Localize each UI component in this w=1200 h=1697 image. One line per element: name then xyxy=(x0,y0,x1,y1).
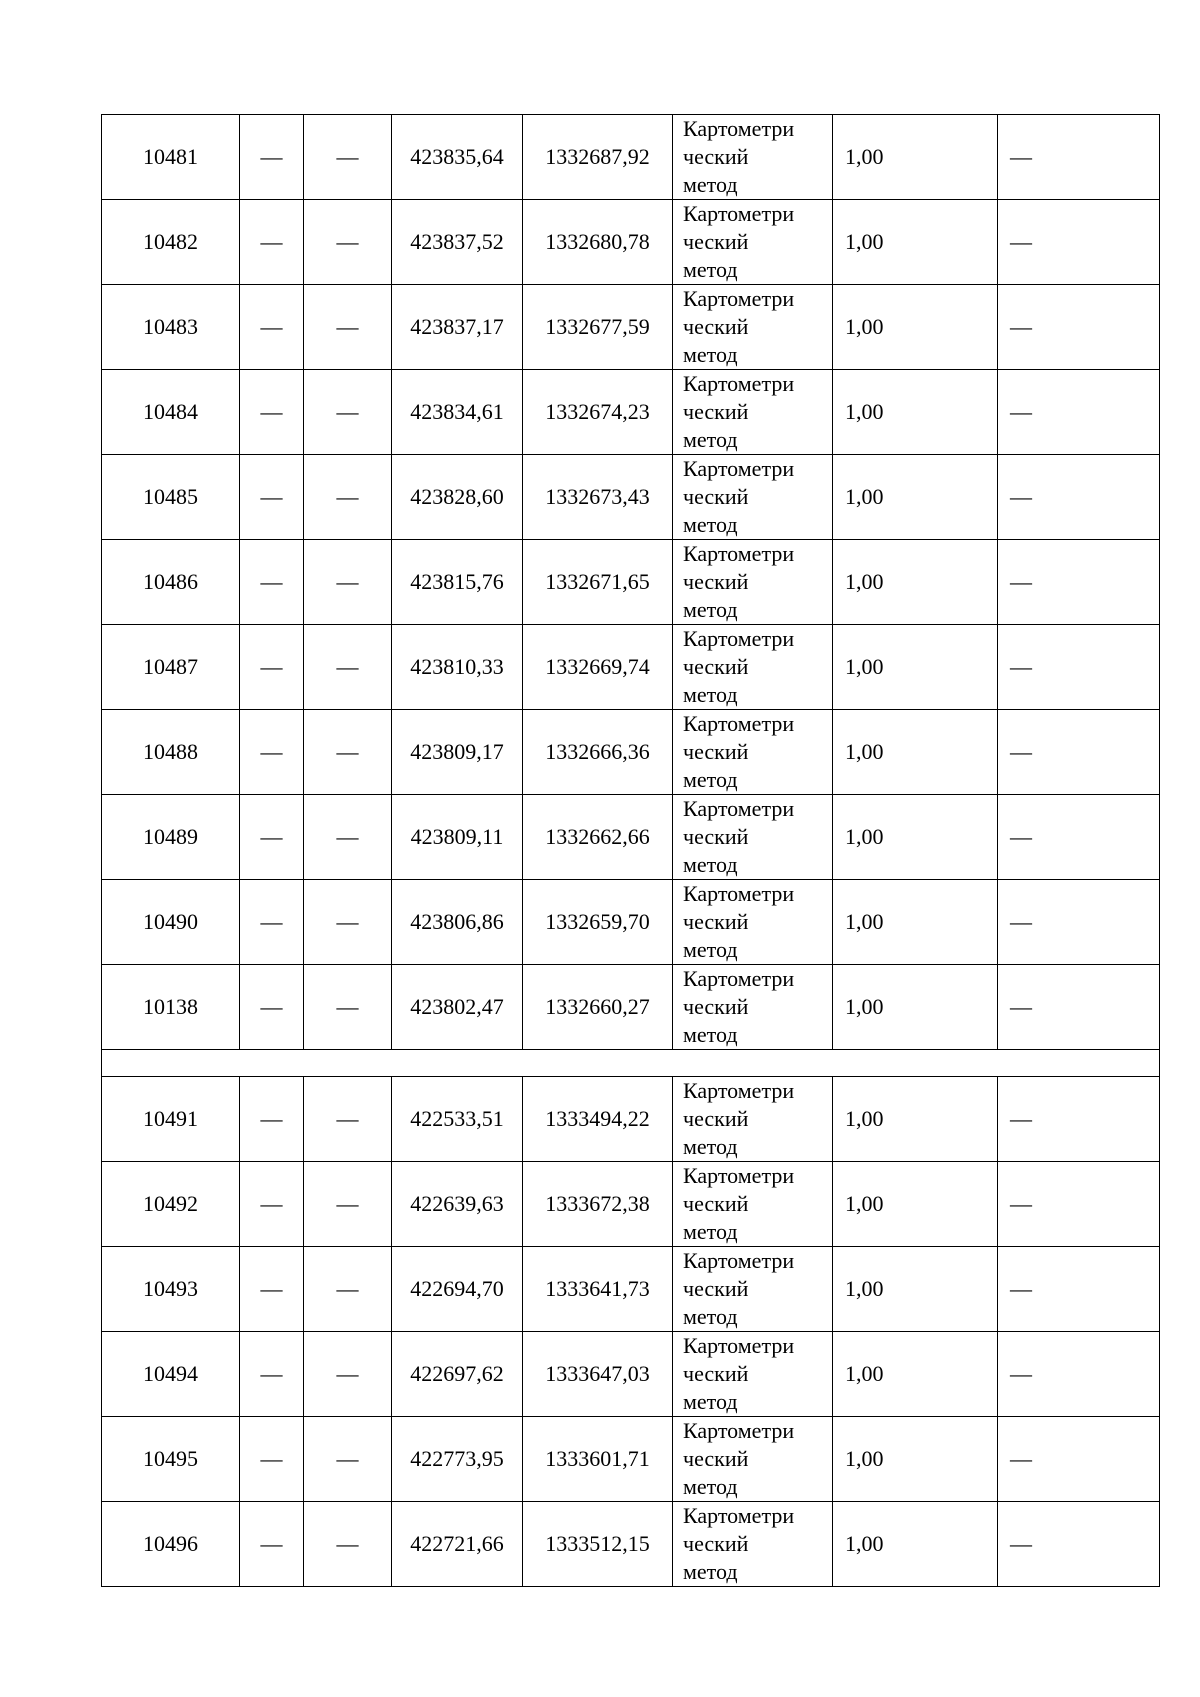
empty-value-cell: — xyxy=(304,200,392,285)
table-row xyxy=(102,965,1160,1050)
empty-value-cell: — xyxy=(240,1502,304,1587)
method-line: метод xyxy=(683,682,738,707)
x-coordinate-cell: 423828,60 xyxy=(392,455,523,540)
description-cell: — xyxy=(998,540,1160,625)
accuracy-cell: 1,00 xyxy=(833,115,998,200)
method-line: Картометри xyxy=(683,711,795,736)
empty-value-cell: — xyxy=(240,285,304,370)
description-cell: — xyxy=(998,1247,1160,1332)
method-line: Картометри xyxy=(683,1333,795,1358)
method-cell xyxy=(673,1332,833,1417)
x-coordinate-cell: 423810,33 xyxy=(392,625,523,710)
method-line: метод xyxy=(683,852,738,877)
point-number-cell: 10489 xyxy=(102,795,240,880)
method-cell xyxy=(673,1502,833,1587)
point-number-cell: 10487 xyxy=(102,625,240,710)
y-coordinate-cell: 1332660,27 xyxy=(523,965,673,1050)
empty-value-cell: — xyxy=(304,285,392,370)
method-line: ческий xyxy=(683,909,749,934)
accuracy-cell: 1,00 xyxy=(833,880,998,965)
y-coordinate-cell: 1332687,92 xyxy=(523,115,673,200)
accuracy-cell: 1,00 xyxy=(833,1077,998,1162)
table-row xyxy=(102,880,1160,965)
table-row xyxy=(102,370,1160,455)
method-line: метод xyxy=(683,1304,738,1329)
x-coordinate-cell: 422773,95 xyxy=(392,1417,523,1502)
description-cell: — xyxy=(998,370,1160,455)
empty-value-cell: — xyxy=(304,880,392,965)
table-body xyxy=(102,115,1160,1587)
x-coordinate-cell: 423806,86 xyxy=(392,880,523,965)
empty-value-cell: — xyxy=(304,1332,392,1417)
description-cell: — xyxy=(998,1162,1160,1247)
y-coordinate-cell: 1332680,78 xyxy=(523,200,673,285)
x-coordinate-cell: 422639,63 xyxy=(392,1162,523,1247)
empty-value-cell: — xyxy=(304,540,392,625)
description-cell: — xyxy=(998,1077,1160,1162)
empty-value-cell: — xyxy=(240,200,304,285)
y-coordinate-cell: 1332662,66 xyxy=(523,795,673,880)
table-row xyxy=(102,1502,1160,1587)
point-number-cell: 10483 xyxy=(102,285,240,370)
method-line: метод xyxy=(683,767,738,792)
point-number-cell: 10488 xyxy=(102,710,240,795)
method-line: метод xyxy=(683,1022,738,1047)
table-row xyxy=(102,1162,1160,1247)
empty-value-cell: — xyxy=(240,1162,304,1247)
x-coordinate-cell: 423802,47 xyxy=(392,965,523,1050)
method-line: ческий xyxy=(683,229,749,254)
description-cell: — xyxy=(998,1332,1160,1417)
accuracy-cell: 1,00 xyxy=(833,710,998,795)
point-number-cell: 10486 xyxy=(102,540,240,625)
accuracy-cell: 1,00 xyxy=(833,540,998,625)
empty-value-cell: — xyxy=(304,1502,392,1587)
y-coordinate-cell: 1333672,38 xyxy=(523,1162,673,1247)
method-line: метод xyxy=(683,1474,738,1499)
empty-value-cell: — xyxy=(240,115,304,200)
method-line: ческий xyxy=(683,1446,749,1471)
method-line: ческий xyxy=(683,1361,749,1386)
y-coordinate-cell: 1333512,15 xyxy=(523,1502,673,1587)
empty-value-cell: — xyxy=(240,795,304,880)
empty-value-cell: — xyxy=(304,115,392,200)
method-line: Картометри xyxy=(683,201,795,226)
table-row xyxy=(102,115,1160,200)
empty-value-cell: — xyxy=(240,1077,304,1162)
method-line: метод xyxy=(683,342,738,367)
y-coordinate-cell: 1332674,23 xyxy=(523,370,673,455)
empty-value-cell: — xyxy=(304,370,392,455)
accuracy-cell: 1,00 xyxy=(833,795,998,880)
method-cell xyxy=(673,625,833,710)
accuracy-cell: 1,00 xyxy=(833,1247,998,1332)
empty-value-cell: — xyxy=(304,710,392,795)
point-number-cell: 10484 xyxy=(102,370,240,455)
empty-value-cell: — xyxy=(304,795,392,880)
empty-value-cell: — xyxy=(304,1162,392,1247)
accuracy-cell: 1,00 xyxy=(833,370,998,455)
table-row xyxy=(102,200,1160,285)
accuracy-cell: 1,00 xyxy=(833,965,998,1050)
table-row xyxy=(102,1417,1160,1502)
method-line: ческий xyxy=(683,1276,749,1301)
accuracy-cell: 1,00 xyxy=(833,455,998,540)
y-coordinate-cell: 1333494,22 xyxy=(523,1077,673,1162)
method-line: ческий xyxy=(683,1106,749,1131)
x-coordinate-cell: 423834,61 xyxy=(392,370,523,455)
method-cell xyxy=(673,965,833,1050)
point-number-cell: 10495 xyxy=(102,1417,240,1502)
description-cell: — xyxy=(998,200,1160,285)
point-number-cell: 10492 xyxy=(102,1162,240,1247)
empty-value-cell: — xyxy=(240,455,304,540)
description-cell: — xyxy=(998,115,1160,200)
description-cell: — xyxy=(998,795,1160,880)
accuracy-cell: 1,00 xyxy=(833,1502,998,1587)
method-cell xyxy=(673,115,833,200)
method-cell xyxy=(673,200,833,285)
method-line: Картометри xyxy=(683,456,795,481)
x-coordinate-cell: 423809,17 xyxy=(392,710,523,795)
empty-value-cell: — xyxy=(304,965,392,1050)
x-coordinate-cell: 423809,11 xyxy=(392,795,523,880)
method-line: Картометри xyxy=(683,881,795,906)
point-number-cell: 10491 xyxy=(102,1077,240,1162)
x-coordinate-cell: 423837,17 xyxy=(392,285,523,370)
accuracy-cell: 1,00 xyxy=(833,1332,998,1417)
method-line: метод xyxy=(683,1389,738,1414)
empty-value-cell: — xyxy=(240,1247,304,1332)
x-coordinate-cell: 423815,76 xyxy=(392,540,523,625)
description-cell: — xyxy=(998,965,1160,1050)
table-row xyxy=(102,285,1160,370)
y-coordinate-cell: 1332671,65 xyxy=(523,540,673,625)
empty-value-cell: — xyxy=(304,455,392,540)
method-line: Картометри xyxy=(683,966,795,991)
method-line: ческий xyxy=(683,1531,749,1556)
empty-value-cell: — xyxy=(240,1417,304,1502)
method-line: ческий xyxy=(683,399,749,424)
method-line: метод xyxy=(683,257,738,282)
method-line: ческий xyxy=(683,824,749,849)
method-cell xyxy=(673,880,833,965)
method-line: Картометри xyxy=(683,1503,795,1528)
method-line: метод xyxy=(683,597,738,622)
empty-value-cell: — xyxy=(304,1247,392,1332)
method-cell xyxy=(673,285,833,370)
method-cell xyxy=(673,540,833,625)
accuracy-cell: 1,00 xyxy=(833,200,998,285)
point-number-cell: 10490 xyxy=(102,880,240,965)
x-coordinate-cell: 422721,66 xyxy=(392,1502,523,1587)
point-number-cell: 10481 xyxy=(102,115,240,200)
method-line: ческий xyxy=(683,739,749,764)
method-cell xyxy=(673,1247,833,1332)
y-coordinate-cell: 1333641,73 xyxy=(523,1247,673,1332)
method-line: ческий xyxy=(683,569,749,594)
method-line: Картометри xyxy=(683,116,795,141)
point-number-cell: 10496 xyxy=(102,1502,240,1587)
y-coordinate-cell: 1332677,59 xyxy=(523,285,673,370)
point-number-cell: 10138 xyxy=(102,965,240,1050)
method-line: Картометри xyxy=(683,626,795,651)
table-row xyxy=(102,795,1160,880)
y-coordinate-cell: 1333601,71 xyxy=(523,1417,673,1502)
method-line: Картометри xyxy=(683,1163,795,1188)
method-line: Картометри xyxy=(683,371,795,396)
method-line: Картометри xyxy=(683,796,795,821)
point-number-cell: 10485 xyxy=(102,455,240,540)
separator-cell xyxy=(102,1050,1160,1077)
table-row xyxy=(102,710,1160,795)
x-coordinate-cell: 422694,70 xyxy=(392,1247,523,1332)
method-line: метод xyxy=(683,512,738,537)
x-coordinate-cell: 423837,52 xyxy=(392,200,523,285)
method-line: Картометри xyxy=(683,286,795,311)
point-number-cell: 10482 xyxy=(102,200,240,285)
empty-value-cell: — xyxy=(240,965,304,1050)
description-cell: — xyxy=(998,625,1160,710)
method-line: метод xyxy=(683,937,738,962)
method-line: ческий xyxy=(683,994,749,1019)
y-coordinate-cell: 1332659,70 xyxy=(523,880,673,965)
method-line: Картометри xyxy=(683,541,795,566)
method-cell xyxy=(673,455,833,540)
empty-value-cell: — xyxy=(304,1077,392,1162)
coordinates-table xyxy=(101,114,1160,1587)
empty-value-cell: — xyxy=(240,880,304,965)
accuracy-cell: 1,00 xyxy=(833,1417,998,1502)
method-line: метод xyxy=(683,1559,738,1584)
table-row xyxy=(102,540,1160,625)
description-cell: — xyxy=(998,455,1160,540)
y-coordinate-cell: 1333647,03 xyxy=(523,1332,673,1417)
point-number-cell: 10493 xyxy=(102,1247,240,1332)
empty-value-cell: — xyxy=(304,625,392,710)
method-line: метод xyxy=(683,1219,738,1244)
x-coordinate-cell: 422533,51 xyxy=(392,1077,523,1162)
method-cell xyxy=(673,370,833,455)
method-line: метод xyxy=(683,1134,738,1159)
x-coordinate-cell: 423835,64 xyxy=(392,115,523,200)
y-coordinate-cell: 1332673,43 xyxy=(523,455,673,540)
description-cell: — xyxy=(998,710,1160,795)
accuracy-cell: 1,00 xyxy=(833,285,998,370)
description-cell: — xyxy=(998,285,1160,370)
y-coordinate-cell: 1332669,74 xyxy=(523,625,673,710)
method-line: ческий xyxy=(683,654,749,679)
empty-value-cell: — xyxy=(240,710,304,795)
method-line: ческий xyxy=(683,144,749,169)
table-row xyxy=(102,625,1160,710)
empty-value-cell: — xyxy=(240,625,304,710)
empty-value-cell: — xyxy=(240,370,304,455)
method-line: ческий xyxy=(683,1191,749,1216)
method-cell xyxy=(673,1417,833,1502)
group-separator-row xyxy=(102,1050,1160,1077)
table-row xyxy=(102,1077,1160,1162)
method-line: метод xyxy=(683,427,738,452)
method-cell xyxy=(673,710,833,795)
point-number-cell: 10494 xyxy=(102,1332,240,1417)
method-line: ческий xyxy=(683,314,749,339)
accuracy-cell: 1,00 xyxy=(833,625,998,710)
y-coordinate-cell: 1332666,36 xyxy=(523,710,673,795)
empty-value-cell: — xyxy=(240,1332,304,1417)
method-line: метод xyxy=(683,172,738,197)
description-cell: — xyxy=(998,1502,1160,1587)
method-line: Картометри xyxy=(683,1248,795,1273)
table-row xyxy=(102,1332,1160,1417)
method-line: Картометри xyxy=(683,1078,795,1103)
method-cell xyxy=(673,1077,833,1162)
empty-value-cell: — xyxy=(240,540,304,625)
table-row xyxy=(102,1247,1160,1332)
method-cell xyxy=(673,795,833,880)
description-cell: — xyxy=(998,880,1160,965)
accuracy-cell: 1,00 xyxy=(833,1162,998,1247)
empty-value-cell: — xyxy=(304,1417,392,1502)
method-cell xyxy=(673,1162,833,1247)
description-cell: — xyxy=(998,1417,1160,1502)
x-coordinate-cell: 422697,62 xyxy=(392,1332,523,1417)
method-line: Картометри xyxy=(683,1418,795,1443)
table-row xyxy=(102,455,1160,540)
method-line: ческий xyxy=(683,484,749,509)
